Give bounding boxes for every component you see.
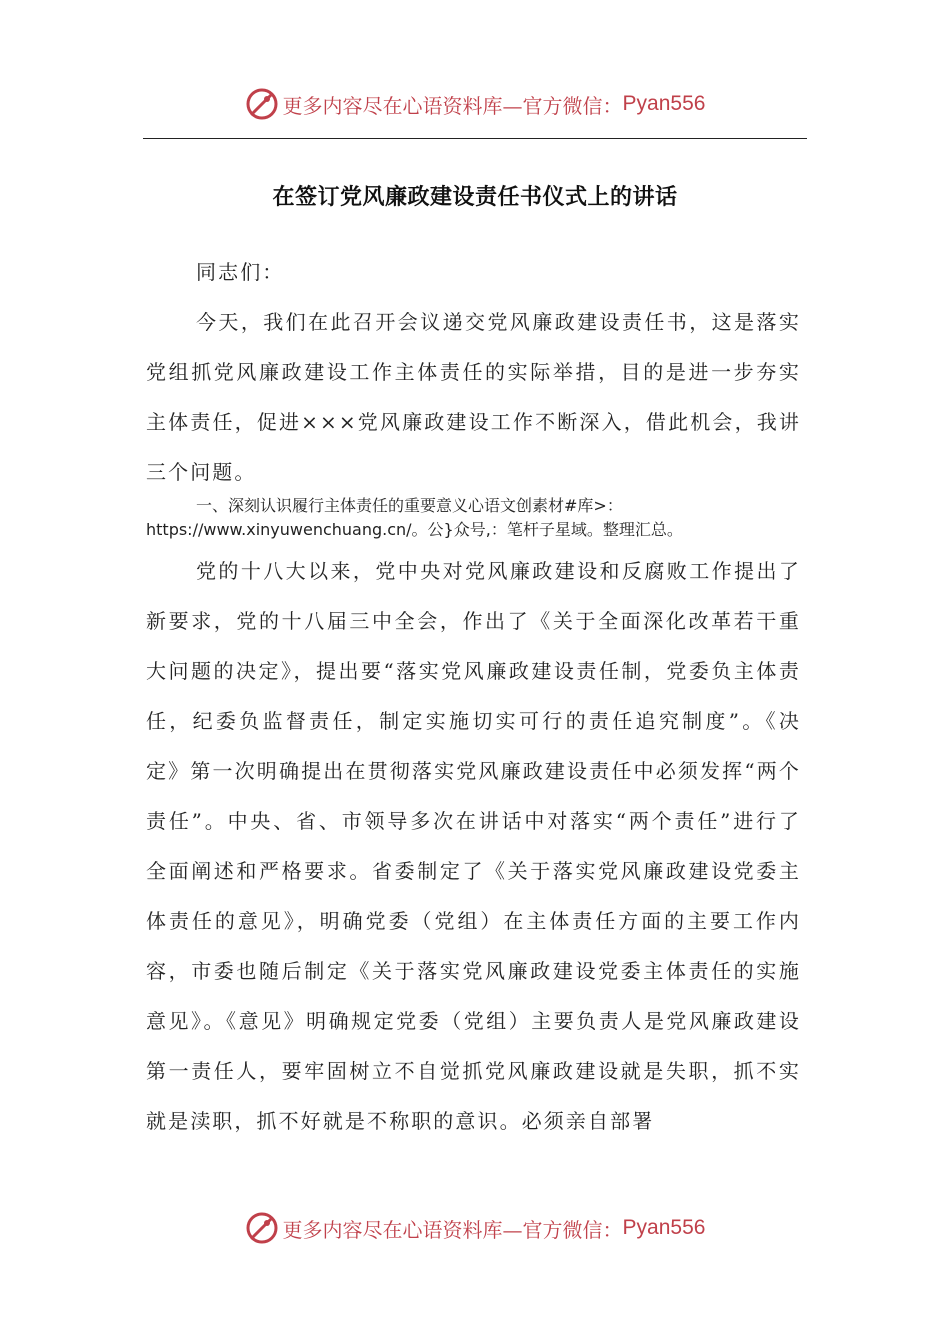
paragraph-body: 党的十八大以来，党中央对党风廉政建设和反腐败工作提出了新要求，党的十八届三中全会，作出了《关于全面深化改革若干重大问题的决定》，提出要“落实党风廉政建设责任制，党委负主体责任，纪委负监督责任，制定实施切实可行的责任追究制度”。《决定》第一次明确提出在贯彻落实党风廉政建设责任中必须发挥“两个责任”。中央、省、市领导多次在讲话中对落实“两个责任”进行了全面阐述和严格要求。省委制定了《关于落实党风廉政建设党委主体责任的意见》，明确党委（党组）在主体责任方面的主要工作内容，市委也随后制定《关于落实党风廉政建设党委主体责任的实施意见》。《意见》明确规定党委（党组）主要负责人是党风廉政建设第一责任人，要牢固树立不自觉抓党风廉政建设就是失职，抓不实就是渎职，抓不好就是不称职的意识。必须亲自部署	[146, 559, 801, 1133]
header-banner	[0, 84, 950, 124]
pen-logo-icon	[245, 1211, 279, 1245]
banner-text: 更多内容尽在心语资料库—	[282, 93, 523, 118]
salutation: 同志们：	[196, 260, 285, 284]
pen-logo-icon	[245, 87, 279, 121]
footer-banner	[0, 1208, 950, 1248]
paragraph-intro: 今天，我们在此召开会议递交党风廉政建设责任书，这是落实党组抓党风廉政建设工作主体责任的实际举措，目的是进一步夯实主体责任，促进×××党风廉政建设工作不断深入，借此机会，我讲三个问题。	[146, 310, 801, 484]
banner-wechat-id: Pyan556	[622, 92, 706, 115]
header-divider	[143, 138, 807, 139]
section-heading-1: 一、深刻认识履行主体责任的重要意义心语文创素材#库>：https://www.xinyuwenchuang.cn/。公}众号,：笔杆子星域。整理汇总。	[146, 496, 683, 539]
banner-contact: 官方微信：	[522, 93, 623, 118]
footer-banner-text: 更多内容尽在心语资料库—	[282, 1217, 523, 1242]
footer-banner-wechat-id: Pyan556	[622, 1216, 706, 1239]
document-title: 在签订党风廉政建设责任书仪式上的讲话	[272, 185, 678, 210]
footer-banner-contact: 官方微信：	[522, 1217, 623, 1242]
